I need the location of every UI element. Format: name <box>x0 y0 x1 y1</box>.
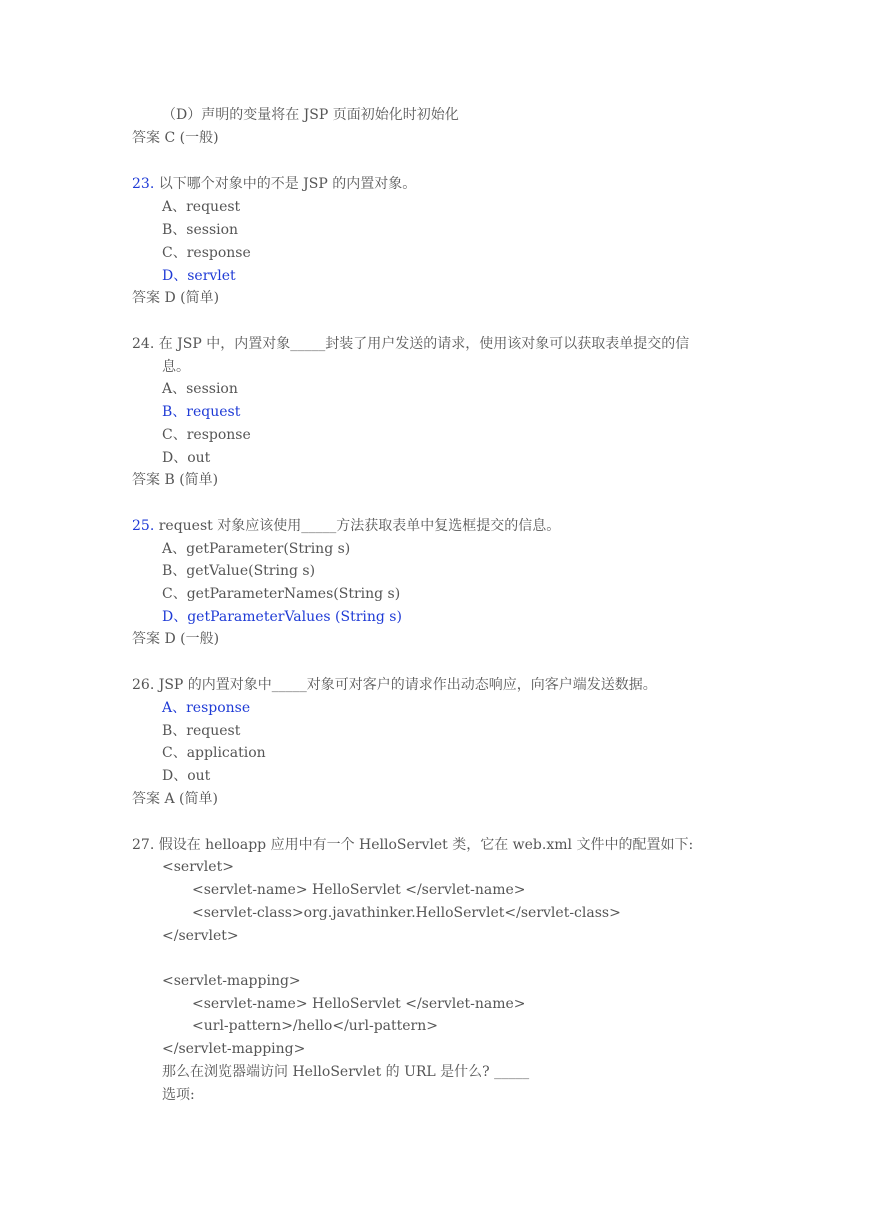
q23-option-b: B、session <box>162 222 239 238</box>
q26-option-a: A、response <box>162 700 251 716</box>
q26-option-d: D、out <box>162 768 211 784</box>
q26-stem: JSP 的内置对象中_____对象可对客户的请求作出动态响应，向客户端发送数据。 <box>154 677 657 693</box>
q23-number: 23. <box>132 176 155 192</box>
q23-option-c: C、response <box>162 245 251 261</box>
q27-code-line-4: </servlet> <box>162 928 239 944</box>
q25-answer: 答案 D (一般) <box>132 631 220 647</box>
q23-option-a: A、request <box>162 199 241 215</box>
q25-option-a: A、getParameter(String s) <box>162 541 351 557</box>
q27-stem-line <box>132 835 693 855</box>
q23-option-d: D、servlet <box>162 268 236 284</box>
q26-option-c: C、application <box>162 745 266 761</box>
q24-option-d: D、out <box>162 450 211 466</box>
q22-option-d: （D）声明的变量将在 JSP 页面初始化时初始化 <box>162 107 459 123</box>
q27-stem: 假设在 helloapp 应用中有一个 HelloServlet 类，它在 web.xml 文件中的配置如下: <box>154 837 694 853</box>
q27-question: 那么在浏览器端访问 HelloServlet 的 URL 是什么? _____ <box>162 1064 530 1080</box>
q27-options-label: 选项: <box>162 1087 195 1103</box>
q24-number: 24. <box>132 336 155 352</box>
q25-option-b: B、getValue(String s) <box>162 563 316 579</box>
q27-code-line-1: <servlet> <box>162 859 234 875</box>
q25-number: 25. <box>132 518 155 534</box>
q25-option-c: C、getParameterNames(String s) <box>162 586 401 602</box>
q24-option-c: C、response <box>162 427 251 443</box>
q24-stem-line <box>132 334 689 354</box>
q22-answer: 答案 C (一般) <box>132 130 219 146</box>
q27-code-line-6: <servlet-name> HelloServlet </servlet-name> <box>192 996 526 1012</box>
q25-stem-line <box>132 516 560 536</box>
q27-code-line-3: <servlet-class>org.javathinker.HelloServlet</servlet-class> <box>192 905 621 921</box>
q27-code-line-8: </servlet-mapping> <box>162 1041 306 1057</box>
q27-code-line-2: <servlet-name> HelloServlet </servlet-name> <box>192 882 526 898</box>
q27-code-line-7: <url-pattern>/hello</url-pattern> <box>192 1018 438 1034</box>
q25-stem: request 对象应该使用_____方法获取表单中复选框提交的信息。 <box>154 518 561 534</box>
q23-stem: 以下哪个对象中的不是 JSP 的内置对象。 <box>154 176 417 192</box>
q24-option-a: A、session <box>162 381 238 397</box>
q24-answer: 答案 B (简单) <box>132 472 219 488</box>
q23-answer: 答案 D (简单) <box>132 290 220 306</box>
q24-option-b: B、request <box>162 404 241 420</box>
q27-code-line-5: <servlet-mapping> <box>162 973 301 989</box>
q24-stem: 在 JSP 中，内置对象_____封装了用户发送的请求，使用该对象可以获取表单提交的信 <box>154 336 690 352</box>
q25-option-d: D、getParameterValues (String s) <box>162 609 402 625</box>
q26-answer: 答案 A (简单) <box>132 791 218 807</box>
q26-option-b: B、request <box>162 723 241 739</box>
q26-number: 26. <box>132 677 155 693</box>
q27-number: 27. <box>132 837 155 853</box>
q24-stem-cont: 息。 <box>162 359 190 375</box>
q26-stem-line <box>132 675 657 695</box>
q23-stem-line <box>132 174 416 194</box>
